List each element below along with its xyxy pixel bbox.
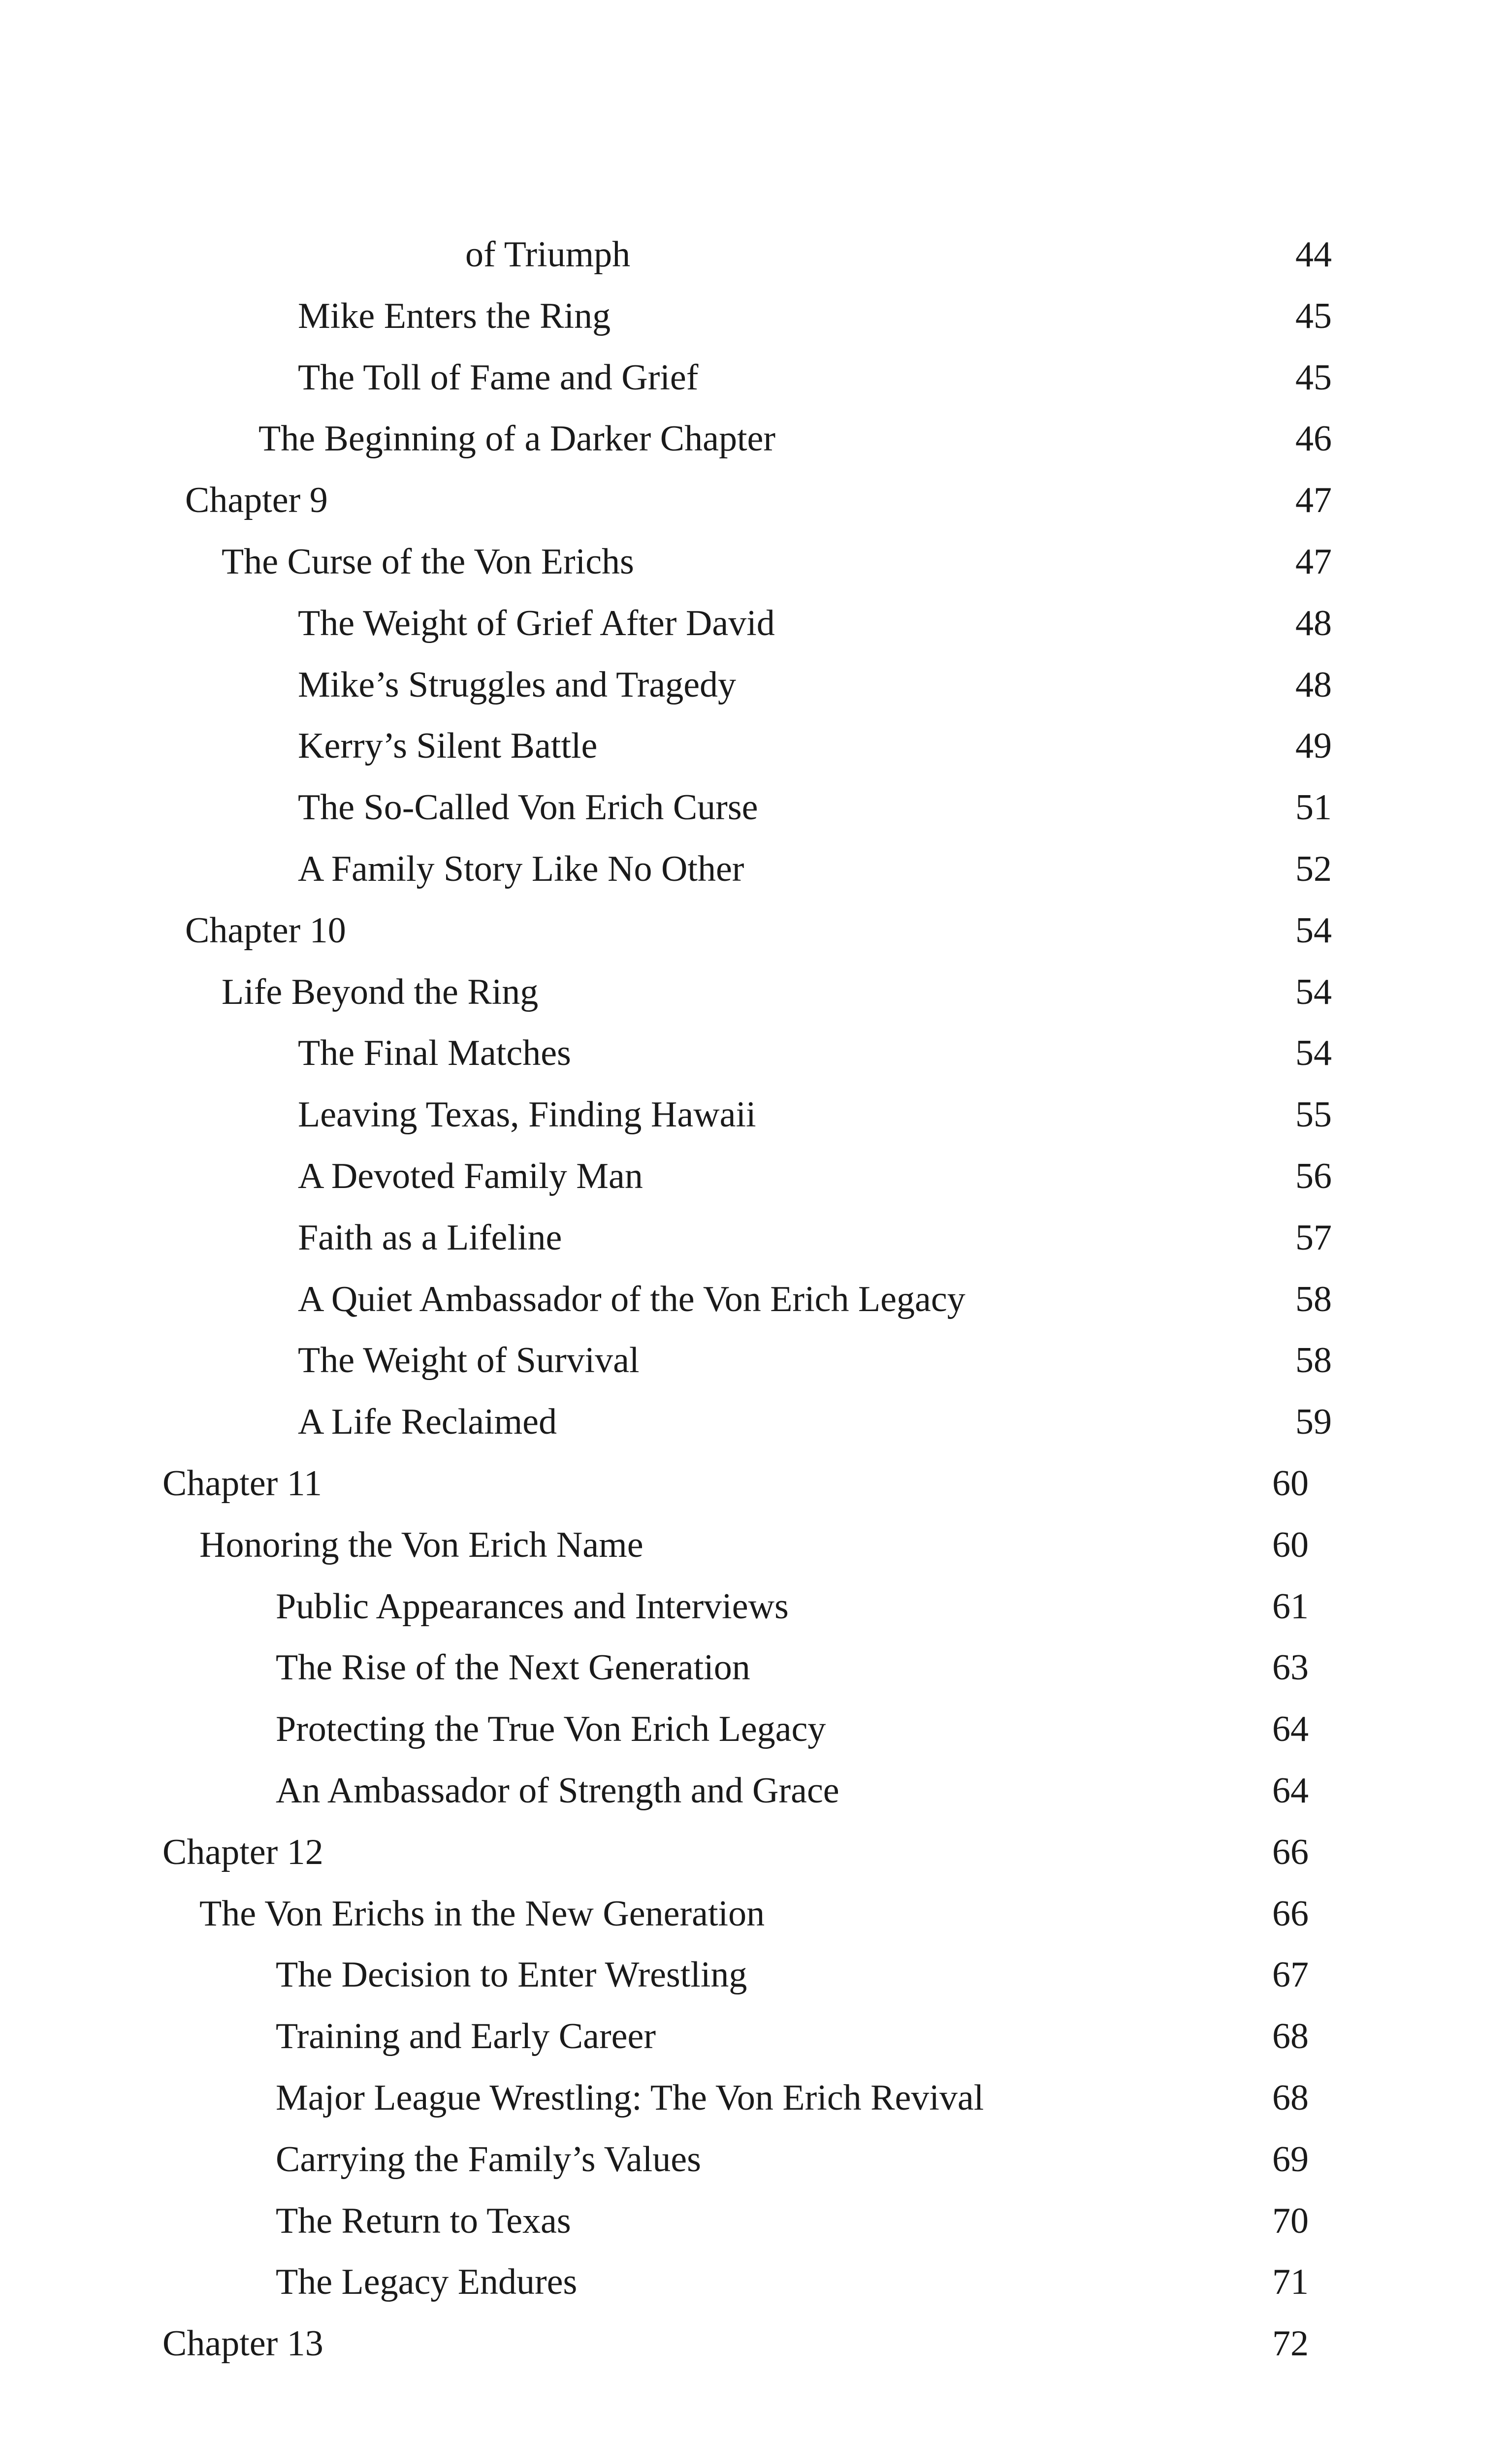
toc-entry: [0, 962, 1512, 1023]
toc-entry: [0, 654, 1512, 716]
toc-section-title: Major League Wrestling: The Von Erich Revival: [276, 2078, 984, 2118]
toc-section-title: of Triumph: [465, 234, 631, 275]
toc-section-title: Leaving Texas, Finding Hawaii: [298, 1094, 756, 1135]
toc-entry: [0, 1391, 1512, 1453]
toc-entry: [0, 408, 1512, 470]
toc-entry: [0, 1576, 1512, 1638]
toc-section-title: An Ambassador of Strength and Grace: [276, 1770, 839, 1811]
toc-page-number: 57: [1295, 1217, 1332, 1258]
toc-entry: [0, 2129, 1512, 2190]
toc-section-title: The Toll of Fame and Grief: [298, 357, 699, 398]
toc-page-number: 52: [1295, 849, 1332, 889]
toc-entry: [0, 715, 1512, 777]
toc-section-title: Mike Enters the Ring: [298, 295, 611, 336]
toc-page-number: 45: [1295, 295, 1332, 336]
toc-section-title: Carrying the Family’s Values: [276, 2139, 701, 2180]
toc-section-title: Honoring the Von Erich Name: [199, 1524, 643, 1565]
toc-chapter-title: Chapter 13: [162, 2323, 323, 2364]
toc-page-number: 64: [1272, 1709, 1309, 1750]
toc-section-title: A Quiet Ambassador of the Von Erich Legacy: [298, 1279, 965, 1319]
toc-entry: [0, 286, 1512, 347]
toc-section-title: The Von Erichs in the New Generation: [199, 1893, 765, 1934]
toc-page-number: 66: [1272, 1893, 1309, 1934]
toc-section-title: The Rise of the Next Generation: [276, 1647, 750, 1688]
toc-entry: [0, 1146, 1512, 1207]
toc-page-number: 51: [1295, 787, 1332, 828]
toc-section-title: A Devoted Family Man: [298, 1156, 643, 1196]
toc-entry: [0, 1699, 1512, 1760]
toc-section-title: The Weight of Grief After David: [298, 603, 775, 643]
toc-section-title: Protecting the True Von Erich Legacy: [276, 1709, 826, 1750]
toc-section-title: The So-Called Von Erich Curse: [298, 787, 758, 828]
toc-page-number: 64: [1272, 1770, 1309, 1811]
toc-section-title: Mike’s Struggles and Tragedy: [298, 664, 737, 705]
toc-entry: [0, 2006, 1512, 2067]
toc-page-number: 59: [1295, 1402, 1332, 1443]
toc-page-number: 54: [1295, 910, 1332, 951]
toc-page-number: 48: [1295, 664, 1332, 705]
toc-entry: [0, 1514, 1512, 1576]
toc-page-number: 60: [1272, 1524, 1309, 1565]
toc-entry: [0, 2190, 1512, 2252]
toc-entry: [0, 777, 1512, 838]
toc-chapter-title: Chapter 11: [162, 1463, 322, 1504]
toc-section-title: The Decision to Enter Wrestling: [276, 1955, 747, 1995]
toc-entry: [0, 1637, 1512, 1699]
toc-page-number: 67: [1272, 1955, 1309, 1995]
toc-entry: [0, 347, 1512, 409]
toc-section-title: The Beginning of a Darker Chapter: [258, 418, 776, 459]
toc-page-number: 68: [1272, 2016, 1309, 2057]
toc-entry: [0, 224, 1512, 286]
toc-entry: [0, 1207, 1512, 1269]
toc-page-number: 54: [1295, 971, 1332, 1012]
toc-page-number: 61: [1272, 1586, 1309, 1627]
toc-entry: [0, 1944, 1512, 2006]
toc-page-number: 58: [1295, 1340, 1332, 1381]
toc-entry: [0, 1330, 1512, 1391]
toc-section-title: A Family Story Like No Other: [298, 849, 744, 889]
toc-section-title: Kerry’s Silent Battle: [298, 726, 598, 767]
toc-page-number: 60: [1272, 1463, 1309, 1504]
toc-entry: [0, 1269, 1512, 1330]
toc-entry: [0, 1453, 1512, 1514]
toc-entry: [0, 2067, 1512, 2129]
toc-section-title: A Life Reclaimed: [298, 1402, 557, 1443]
toc-chapter-title: Chapter 10: [185, 910, 346, 951]
toc-chapter-title: Chapter 12: [162, 1832, 323, 1872]
toc-page-number: 54: [1295, 1033, 1332, 1074]
toc-page-number: 49: [1295, 726, 1332, 767]
toc-entry: [0, 2313, 1512, 2375]
toc-page-number: 45: [1295, 357, 1332, 398]
toc-entry: [0, 2251, 1512, 2313]
toc-page-number: 63: [1272, 1647, 1309, 1688]
toc-section-title: Public Appearances and Interviews: [276, 1586, 789, 1627]
toc-page-number: 58: [1295, 1279, 1332, 1319]
toc-page-number: 69: [1272, 2139, 1309, 2180]
toc-section-title: The Return to Texas: [276, 2200, 571, 2241]
toc-page-number: 46: [1295, 418, 1332, 459]
toc-section-title: The Weight of Survival: [298, 1340, 640, 1381]
toc-entry: [0, 593, 1512, 654]
toc-entry: [0, 531, 1512, 593]
toc-page-number: 55: [1295, 1094, 1332, 1135]
toc-section-title: Training and Early Career: [276, 2016, 656, 2057]
toc-page-number: 71: [1272, 2262, 1309, 2303]
toc-entry: [0, 1822, 1512, 1883]
toc-entry: [0, 838, 1512, 900]
toc-section-title: The Legacy Endures: [276, 2262, 578, 2303]
toc-section-title: The Final Matches: [298, 1033, 571, 1074]
toc-page-number: 70: [1272, 2200, 1309, 2241]
toc-section-title: The Curse of the Von Erichs: [222, 542, 634, 582]
toc-entry: [0, 900, 1512, 962]
toc-chapter-title: Chapter 9: [185, 480, 328, 521]
toc-entry: [0, 470, 1512, 531]
toc-page-number: 47: [1295, 480, 1332, 521]
toc-page-number: 72: [1272, 2323, 1309, 2364]
toc-page-number: 66: [1272, 1832, 1309, 1872]
toc-page-number: 48: [1295, 603, 1332, 643]
toc-entry: [0, 1084, 1512, 1146]
toc-section-title: Faith as a Lifeline: [298, 1217, 562, 1258]
toc-page-number: 56: [1295, 1156, 1332, 1196]
toc-page-number: 47: [1295, 542, 1332, 582]
toc-entry: [0, 1883, 1512, 1945]
toc-entry: [0, 1760, 1512, 1822]
toc-page-number: 44: [1295, 234, 1332, 275]
toc-section-title: Life Beyond the Ring: [222, 971, 539, 1012]
toc-entry: [0, 1023, 1512, 1084]
toc-page-number: 68: [1272, 2078, 1309, 2118]
